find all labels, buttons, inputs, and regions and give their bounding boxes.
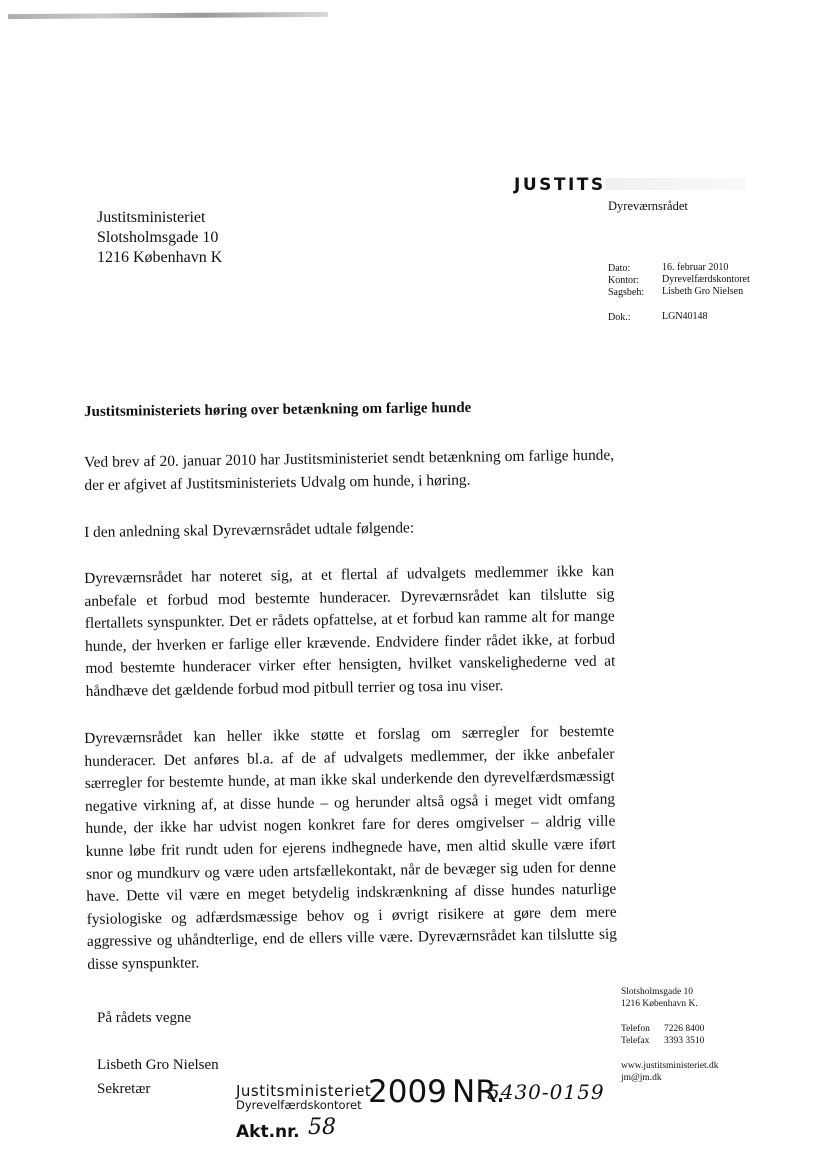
body-paragraph-2: I den anledning skal Dyreværnsrådet udtale følgende:	[84, 519, 415, 541]
body-paragraph-3: Dyreværnsrådet har noteret sig, at et flertal af udvalgets medlemmer ikke kan anbefale et forbud mod bestemte hunderacer. Dyreværnsrådet kan tilslutte sig flertallets synspunkter. Det er rådets opfattelse, at et forbud kan ramme alt for mange hunde, der hverken er farlige eller krævende. Endvidere finder rådet ikke, at forbud mod bestemte hunderacer virker efter hensigten, hvilket vanskelighederne ved at håndhæve det gældende forbud mod pitbull terrier og tosa inu viser.	[84, 562, 616, 700]
sidebar-fax-label: Telefax	[621, 1036, 650, 1046]
caseworker-label: Sagsbeh:	[608, 287, 645, 298]
closing-greeting: På rådets vegne	[97, 1010, 192, 1026]
stamp-office: Dyrevelfærdskontoret	[236, 1098, 362, 1112]
sidebar-fax-value: 3393 3510	[664, 1036, 705, 1046]
body-paragraph-1: Ved brev af 20. januar 2010 har Justitsministeriet sendt betænkning om farlige hunde, der er afgivet af Justitsministeriets Udvalg om hunde, i høring.	[84, 446, 615, 494]
logo-faded-wordmark	[606, 178, 746, 190]
stamp-nr-handwritten: 5430-0159	[487, 1080, 605, 1104]
recipient-name: Justitsministeriet	[97, 209, 206, 226]
sender-department: Dyreværnsrådet	[608, 199, 688, 213]
sidebar-phone-label: Telefon	[621, 1024, 650, 1034]
doc-label: Dok.:	[608, 312, 631, 323]
stamp-nr-label: NR.	[452, 1074, 506, 1110]
caseworker-value: Lisbeth Gro Nielsen	[662, 286, 744, 297]
stamp-ministry: Justitsministeriet	[236, 1082, 372, 1100]
sidebar-city: 1216 København K.	[621, 999, 698, 1009]
recipient-street: Slotsholmsgade 10	[97, 229, 219, 246]
body-paragraph-4: Dyreværnsrådet kan heller ikke støtte et forslag om særregler for bestemte hunderacer. Det anføres bl.a. af de af udvalgets medlemmer, der ikke anbefaler særregler for bestemte hunde, at man ikke skal underkende den dyrevelfærdsmæssigt negative virkning af, at disse hunde – og herunder altså også i meget vidt omfang hunde, der ikke har udvist nogen konkret fare for deres omgivelser – aldrig ville kunne løbe frit rundt uden for ejerens indhegnede have, men altid skulle være iført snor og mundkurv og være uden artsfællekontakt, når de bevæger sig uden for denne have. Dette vil være en meget betydelig indskrænkning af disse hundes naturlige fysiologiske og adfærdsmæssige behov og i øvrigt risikere at gøre dem mere aggressive og uhåndterlige, end de ellers ville være. Dyreværnsrådet kan tilslutte sig disse synspunkter.	[84, 722, 618, 973]
recipient-city: 1216 København K	[97, 249, 223, 266]
date-label: Dato:	[608, 263, 631, 274]
letter-subject: Justitsministeriets høring over betænkning om farlige hunde	[84, 399, 472, 420]
doc-value: LGN40148	[662, 311, 708, 322]
office-value: Dyrevelfærdskontoret	[662, 274, 750, 285]
sidebar-street: Slotsholmsgade 10	[621, 987, 694, 997]
office-label: Kontor:	[608, 275, 640, 286]
sidebar-email: jm@jm.dk	[621, 1073, 662, 1083]
stamp-year: 2009	[368, 1074, 447, 1110]
scan-edge-artifact	[8, 12, 328, 19]
date-value: 16. februar 2010	[662, 262, 729, 273]
stamp-akt-label: Akt.nr.	[236, 1122, 300, 1142]
sidebar-phone-value: 7226 8400	[664, 1024, 705, 1034]
signer-title: Sekretær	[97, 1081, 151, 1097]
sidebar-website: www.justitsministeriet.dk	[621, 1061, 719, 1071]
signer-name: Lisbeth Gro Nielsen	[97, 1057, 219, 1073]
ministry-logo: JUSTITS	[514, 175, 606, 195]
stamp-akt-handwritten: 58	[308, 1115, 336, 1140]
